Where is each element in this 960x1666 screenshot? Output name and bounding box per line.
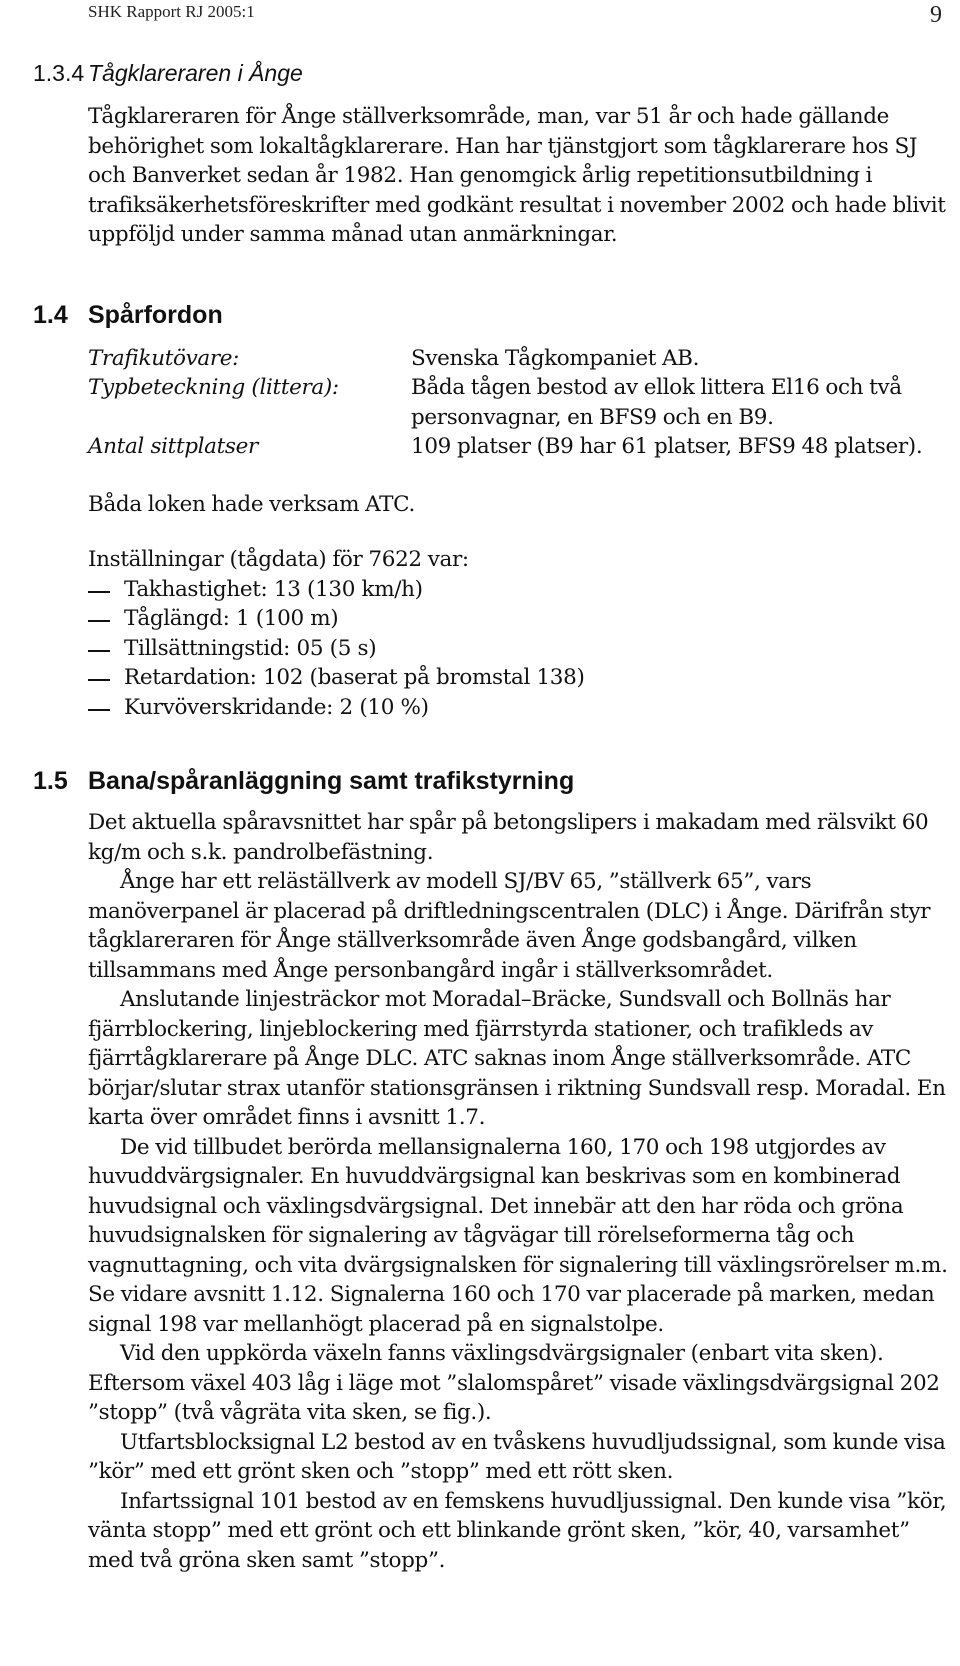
settings-intro: Inställningar (tågdata) för 7622 var:: [88, 547, 469, 572]
paragraph: Tågklareraren för Ånge ställverksområde, man, var 51 år och hade gällande behörighet som lokaltågklarerare. Han har tjänstgjort som tågklarerare hos SJ och Banverket sedan år 1982. Han genomgick årlig repetitionsutbildning i trafiksäkerhetsföreskrifter med godkänt resultat i november 2002 och hade blivit uppföljd under samma månad utan anmärkningar.: [88, 104, 946, 247]
section-number: 1.4: [33, 300, 68, 329]
dash-bullet: [88, 620, 110, 622]
list-item-text: Takhastighet: 13 (130 km/h): [124, 576, 423, 602]
settings-list: [88, 575, 956, 723]
list-item: [88, 663, 956, 693]
dash-bullet: [88, 709, 110, 711]
list-item: [88, 693, 956, 723]
section-1-3-4-heading: [33, 60, 956, 86]
info-key: Typbeteckning (littera):: [88, 375, 339, 400]
list-item-text: Tåglängd: 1 (100 m): [124, 606, 339, 631]
section-1-5-heading: [33, 766, 956, 796]
section-1-4-heading: [33, 300, 956, 330]
section-title: Bana/spåranläggning samt trafikstyrning: [88, 767, 575, 795]
atc-note: Båda loken hade verksam ATC.: [88, 491, 415, 517]
list-item-text: Retardation: 102 (baserat på bromstal 138): [124, 665, 585, 690]
section-number: 1.3.4: [33, 60, 85, 86]
list-item: [88, 575, 956, 605]
info-value: Båda tågen bestod av ellok littera El16 och två personvagnar, en BFS9 och en B9.: [411, 375, 902, 430]
page-content: [33, 50, 956, 1575]
paragraph: Det aktuella spåravsnittet har spår på betongslipers i makadam med rälsvikt 60 kg/m och s.k. pandrolbefästning.: [88, 810, 929, 865]
paragraph: Vid den uppkörda växeln fanns växlingsdvärgsignaler (enbart vita sken). Eftersom växel 403 låg i läge mot ”slalomspåret” visade växlingsdvärgsignal 202 ”stopp” (två vågräta vita sken, se fig.).: [88, 1341, 940, 1425]
paragraph: Ånge har ett reläställverk av modell SJ/BV 65, ”ställverk 65”, vars manöverpanel är placerad på driftledningscentralen (DLC) i Ånge. Därifrån styr tågklareraren för Ånge ställverksområde även Ånge godsbangård, vilken tillsammans med Ånge personbangård ingår i ställverksområdet.: [88, 869, 931, 983]
paragraph: De vid tillbudet berörda mellansignalerna 160, 170 och 198 utgjordes av huvuddvärgsignaler. En huvuddvärgsignal kan beskrivas som en kombinerad huvudsignal och växlingsdvärgsignal. Det innebär att den har röda och gröna huvudsignalsken för signalering av tågvägar till rörelseformerna tåg och vagnuttagning, och vita dvärgsignalsken för signalering till växlingsrörelser m.m. Se vidare avsnitt 1.12. Signalerna 160 och 170 var placerade på marken, medan signal 198 var mellanhögt placerad på en signalstolpe.: [88, 1134, 948, 1337]
info-key: Antal sittplatser: [88, 434, 258, 459]
dash-bullet: [88, 650, 110, 652]
paragraph: Infartssignal 101 bestod av en femskens huvudljussignal. Den kunde visa ”kör, vänta stopp” med ett grönt och ett blinkande grönt sken, ”kör, 40, varsamhet” med två gröna sken samt ”stopp”.: [88, 1488, 947, 1573]
dash-bullet: [88, 679, 110, 681]
list-item: [88, 634, 956, 664]
info-key: Trafikutövare:: [88, 345, 240, 371]
list-item: [88, 604, 956, 634]
section-title: Tågklareraren i Ånge: [88, 60, 303, 86]
section-title: Spårfordon: [88, 300, 223, 329]
dash-bullet: [88, 591, 110, 593]
list-item-text: Tillsättningstid: 05 (5 s): [124, 635, 377, 661]
list-item-text: Kurvöverskridande: 2 (10 %): [124, 694, 429, 720]
paragraph: Anslutande linjesträckor mot Moradal–Bräcke, Sundsvall och Bollnäs har fjärrblockering, linjeblockering med fjärrstyrda stationer, och trafikleds av fjärrtågklarerare på Ånge DLC. ATC saknas inom Ånge ställverksområde. ATC börjar/slutar strax utanför stationsgränsen i riktning Sundsvall resp. Moradal. En karta över området finns i avsnitt 1.7.: [88, 987, 946, 1130]
paragraph: Utfartsblocksignal L2 bestod av en tvåskens huvudljudssignal, som kunde visa ”kör” med ett grönt sken och ”stopp” med ett rött sken.: [88, 1429, 946, 1484]
info-value: Svenska Tågkompaniet AB.: [411, 345, 700, 371]
running-header: SHK Rapport RJ 2005:1: [88, 2, 255, 21]
vehicle-info-table: [88, 344, 956, 462]
section-number: 1.5: [33, 767, 68, 795]
info-value: 109 platser (B9 har 61 platser, BFS9 48 platser).: [411, 434, 923, 459]
page-number: 9: [930, 2, 942, 28]
